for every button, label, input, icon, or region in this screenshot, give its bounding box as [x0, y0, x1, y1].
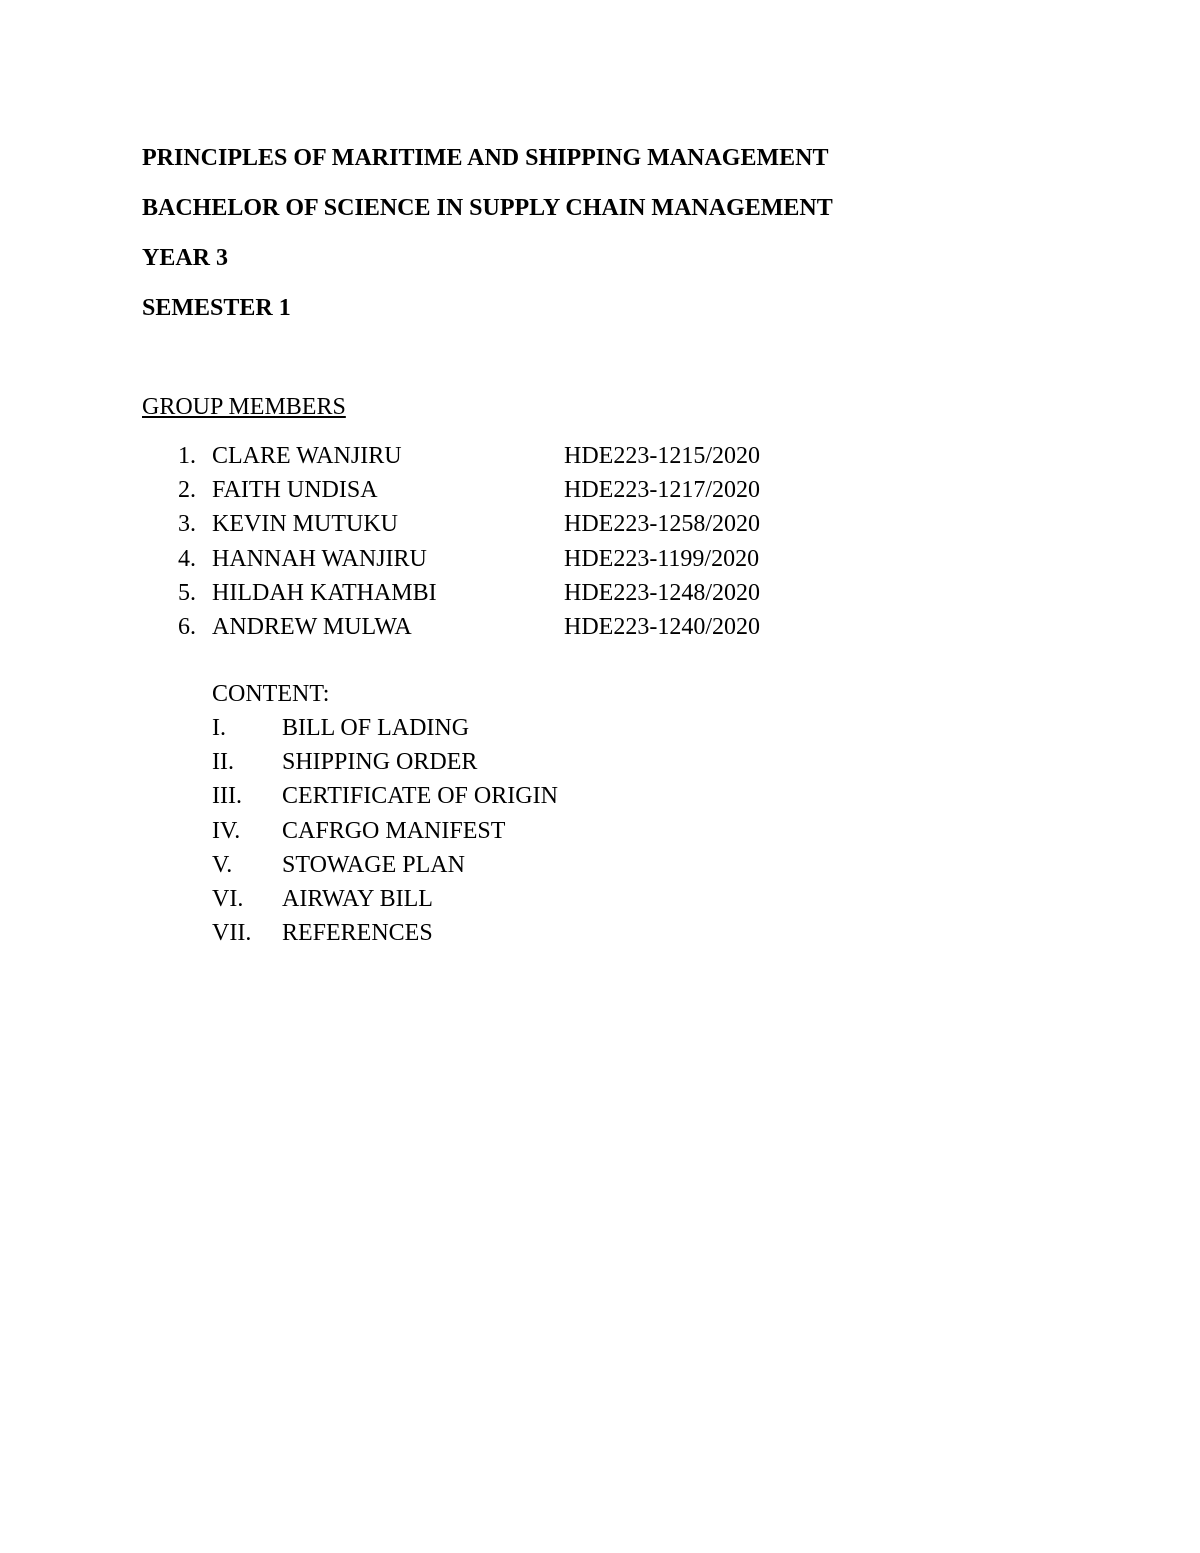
content-item	[212, 817, 912, 851]
member-name: KEVIN MUTUKU	[212, 511, 398, 538]
member-id: HDE223-1258/2020	[564, 511, 760, 538]
content-item-label: REFERENCES	[282, 920, 433, 947]
content-item-label: BILL OF LADING	[282, 715, 470, 741]
member-row	[142, 613, 942, 647]
member-name: HILDAH KATHAMBI	[212, 579, 437, 606]
member-name: FAITH UNDISA	[212, 477, 378, 504]
content-item-number: III.	[212, 783, 242, 810]
program-title: BACHELOR OF SCIENCE IN SUPPLY CHAIN MANAGEMENT	[142, 195, 833, 221]
member-number: 6.	[178, 613, 196, 640]
semester-label: SEMESTER 1	[142, 295, 291, 321]
member-id: HDE223-1248/2020	[564, 579, 760, 606]
content-title: CONTENT:	[212, 681, 330, 707]
content-item	[212, 885, 912, 919]
member-row	[142, 579, 942, 613]
year-label: YEAR 3	[142, 245, 229, 271]
member-number: 5.	[178, 579, 196, 606]
member-number: 1.	[178, 443, 196, 469]
member-number: 4.	[178, 545, 196, 572]
member-id: HDE223-1215/2020	[564, 443, 760, 469]
content-item	[212, 782, 912, 816]
member-name: ANDREW MULWA	[212, 613, 412, 640]
content-item-label: SHIPPING ORDER	[282, 749, 478, 776]
content-item-number: V.	[212, 851, 233, 878]
member-name: HANNAH WANJIRU	[212, 545, 427, 572]
content-item	[212, 714, 912, 748]
course-title: PRINCIPLES OF MARITIME AND SHIPPING MANAGEMENT	[142, 145, 829, 171]
group-members-title: GROUP MEMBERS	[142, 394, 346, 420]
member-row	[142, 545, 942, 579]
content-item-label: STOWAGE PLAN	[282, 851, 465, 878]
member-name: CLARE WANJIRU	[212, 443, 402, 469]
content-item-number: IV.	[212, 817, 241, 844]
content-item	[212, 851, 912, 885]
content-item-number: II.	[212, 749, 234, 776]
content-item	[212, 748, 912, 782]
member-id: HDE223-1240/2020	[564, 613, 760, 640]
content-item-number: VII.	[212, 920, 252, 947]
content-item	[212, 919, 912, 953]
content-item-number: VI.	[212, 885, 244, 912]
member-id: HDE223-1217/2020	[564, 477, 760, 504]
content-item-label: CERTIFICATE OF ORIGIN	[282, 783, 558, 810]
content-item-number: I.	[212, 715, 226, 741]
member-row	[142, 476, 942, 510]
member-row	[142, 442, 942, 476]
content-list	[212, 714, 912, 953]
member-id: HDE223-1199/2020	[564, 545, 760, 572]
member-row	[142, 510, 942, 544]
content-item-label: AIRWAY BILL	[282, 885, 433, 912]
content-item-label: CAFRGO MANIFEST	[282, 817, 506, 844]
member-number: 2.	[178, 477, 196, 504]
group-members-list	[142, 442, 942, 647]
member-number: 3.	[178, 511, 196, 538]
